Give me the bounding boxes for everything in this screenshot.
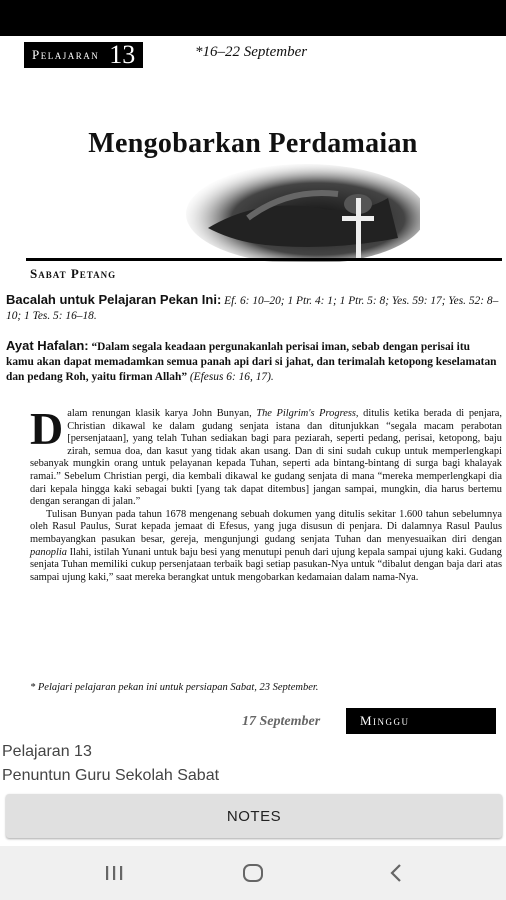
title-rule xyxy=(26,258,502,261)
back-icon[interactable] xyxy=(356,846,436,900)
memory-lead: Ayat Hafalan: xyxy=(6,338,89,353)
lesson-body xyxy=(30,403,502,584)
meta-book-line: Penuntun Guru Sekolah Sabat xyxy=(2,767,220,784)
reading-list xyxy=(6,292,500,324)
lesson-tag xyxy=(24,42,143,68)
notes-button[interactable]: NOTES xyxy=(6,794,502,838)
section-heading: Sabat Petang xyxy=(30,266,117,281)
drop-cap: D xyxy=(30,403,64,454)
paragraph-2: Tulisan Bunyan pada tahun 1678 mengenang sebuah dokumen yang ditulis sekitar 1.600 tahun sebelumnya oleh Rasul Paulus, Surat kepada jemaat di Efesus, yang juga disusun di penjara. Di dalamnya Rasul Paulus membayangkan pasukan besar, gereja, mengunjungi gudang senjata Tuhan dan menyesuaikan diri dengan panoplia Ilahi, istilah Yunani untuk baju besi yang menutupi penuh dari ujung kepala sampai ujung kaki. Gudang senjata Tuhan memiliki cukup persenjataan terbaik bagi setiap pasukan-Nya untuk “dibalut dengan baja dari atas sampai ujung kaki,” saat mereka berangkat untuk mengobarkan kedamaian dalam nama-Nya. xyxy=(30,508,502,583)
lesson-word: Pelajaran xyxy=(32,47,100,62)
navigation-bar xyxy=(0,846,506,900)
footnote: * Pelajari pelajaran pekan ini untuk persiapan Sabat, 23 September. xyxy=(30,682,319,693)
home-icon[interactable] xyxy=(213,846,293,900)
meta-lesson-line: Pelajaran 13 xyxy=(2,743,92,760)
reading-lead: Bacalah untuk Pelajaran Pekan Ini: xyxy=(6,292,222,307)
lesson-page-image[interactable] xyxy=(0,36,506,740)
memory-verse xyxy=(6,338,500,385)
status-bar xyxy=(0,0,506,36)
lesson-meta xyxy=(0,740,506,794)
next-day-date: 17 September xyxy=(242,714,321,729)
paragraph-1: Dalam renungan klasik karya John Bunyan, The Pilgrim's Progress, ditulis ketika berada di penjara, Christian dikawal ke dalam gudang senjata istana dan ditunjukkan “segala macam perabotan [persenjataan], yang telah Tuhan sediakan bagi para peziarah, seperti pedang, perisai, ketopong, baju zirah, semua doa, dan kasut yang tidak akan usang. Dan di sini sudah cukup untuk memperlengkapi sebanyak mungkin orang untuk pelayanan kepada Tuhan, seperti ada bintang-bintang di surga bagi khalayak ramai.” Sebelum Christian pergi, dia kembali dikawal ke gudang senjata di mana “mereka memperlengkapi dia dari kepala hingga kaki sebagai bukti [yang tak dapat ditembus] jangan sampai, mungkin, dia harus bertemu dengan serangan di jalan.” xyxy=(30,403,502,508)
lesson-title: Mengobarkan Perdamaian xyxy=(88,128,418,159)
lesson-dates: *16–22 September xyxy=(195,44,308,60)
memory-verse-ref: (Efesus 6: 16, 17). xyxy=(189,371,274,383)
memory-verse-text: “Dalam segala keadaan pergunakanlah perisai iman, sebab dengan perisai itu kamu akan dapat memadamkan semua panah api dari si jahat, dan terimalah ketopong keselamatan dan pedang Roh, yaitu firman Allah” xyxy=(6,341,497,383)
reading-refs: Ef. 6: 10–20; 1 Ptr. 4: 1; 1 Ptr. 5: 8; Yes. 59: 17; Yes. 52: 8–10; 1 Tes. 5: 16–18. xyxy=(6,295,499,322)
next-day-tag: Minggu xyxy=(346,708,496,734)
lesson-number: 13 xyxy=(109,40,136,69)
cover-illustration xyxy=(168,158,420,262)
recent-apps-icon[interactable] xyxy=(74,846,154,900)
